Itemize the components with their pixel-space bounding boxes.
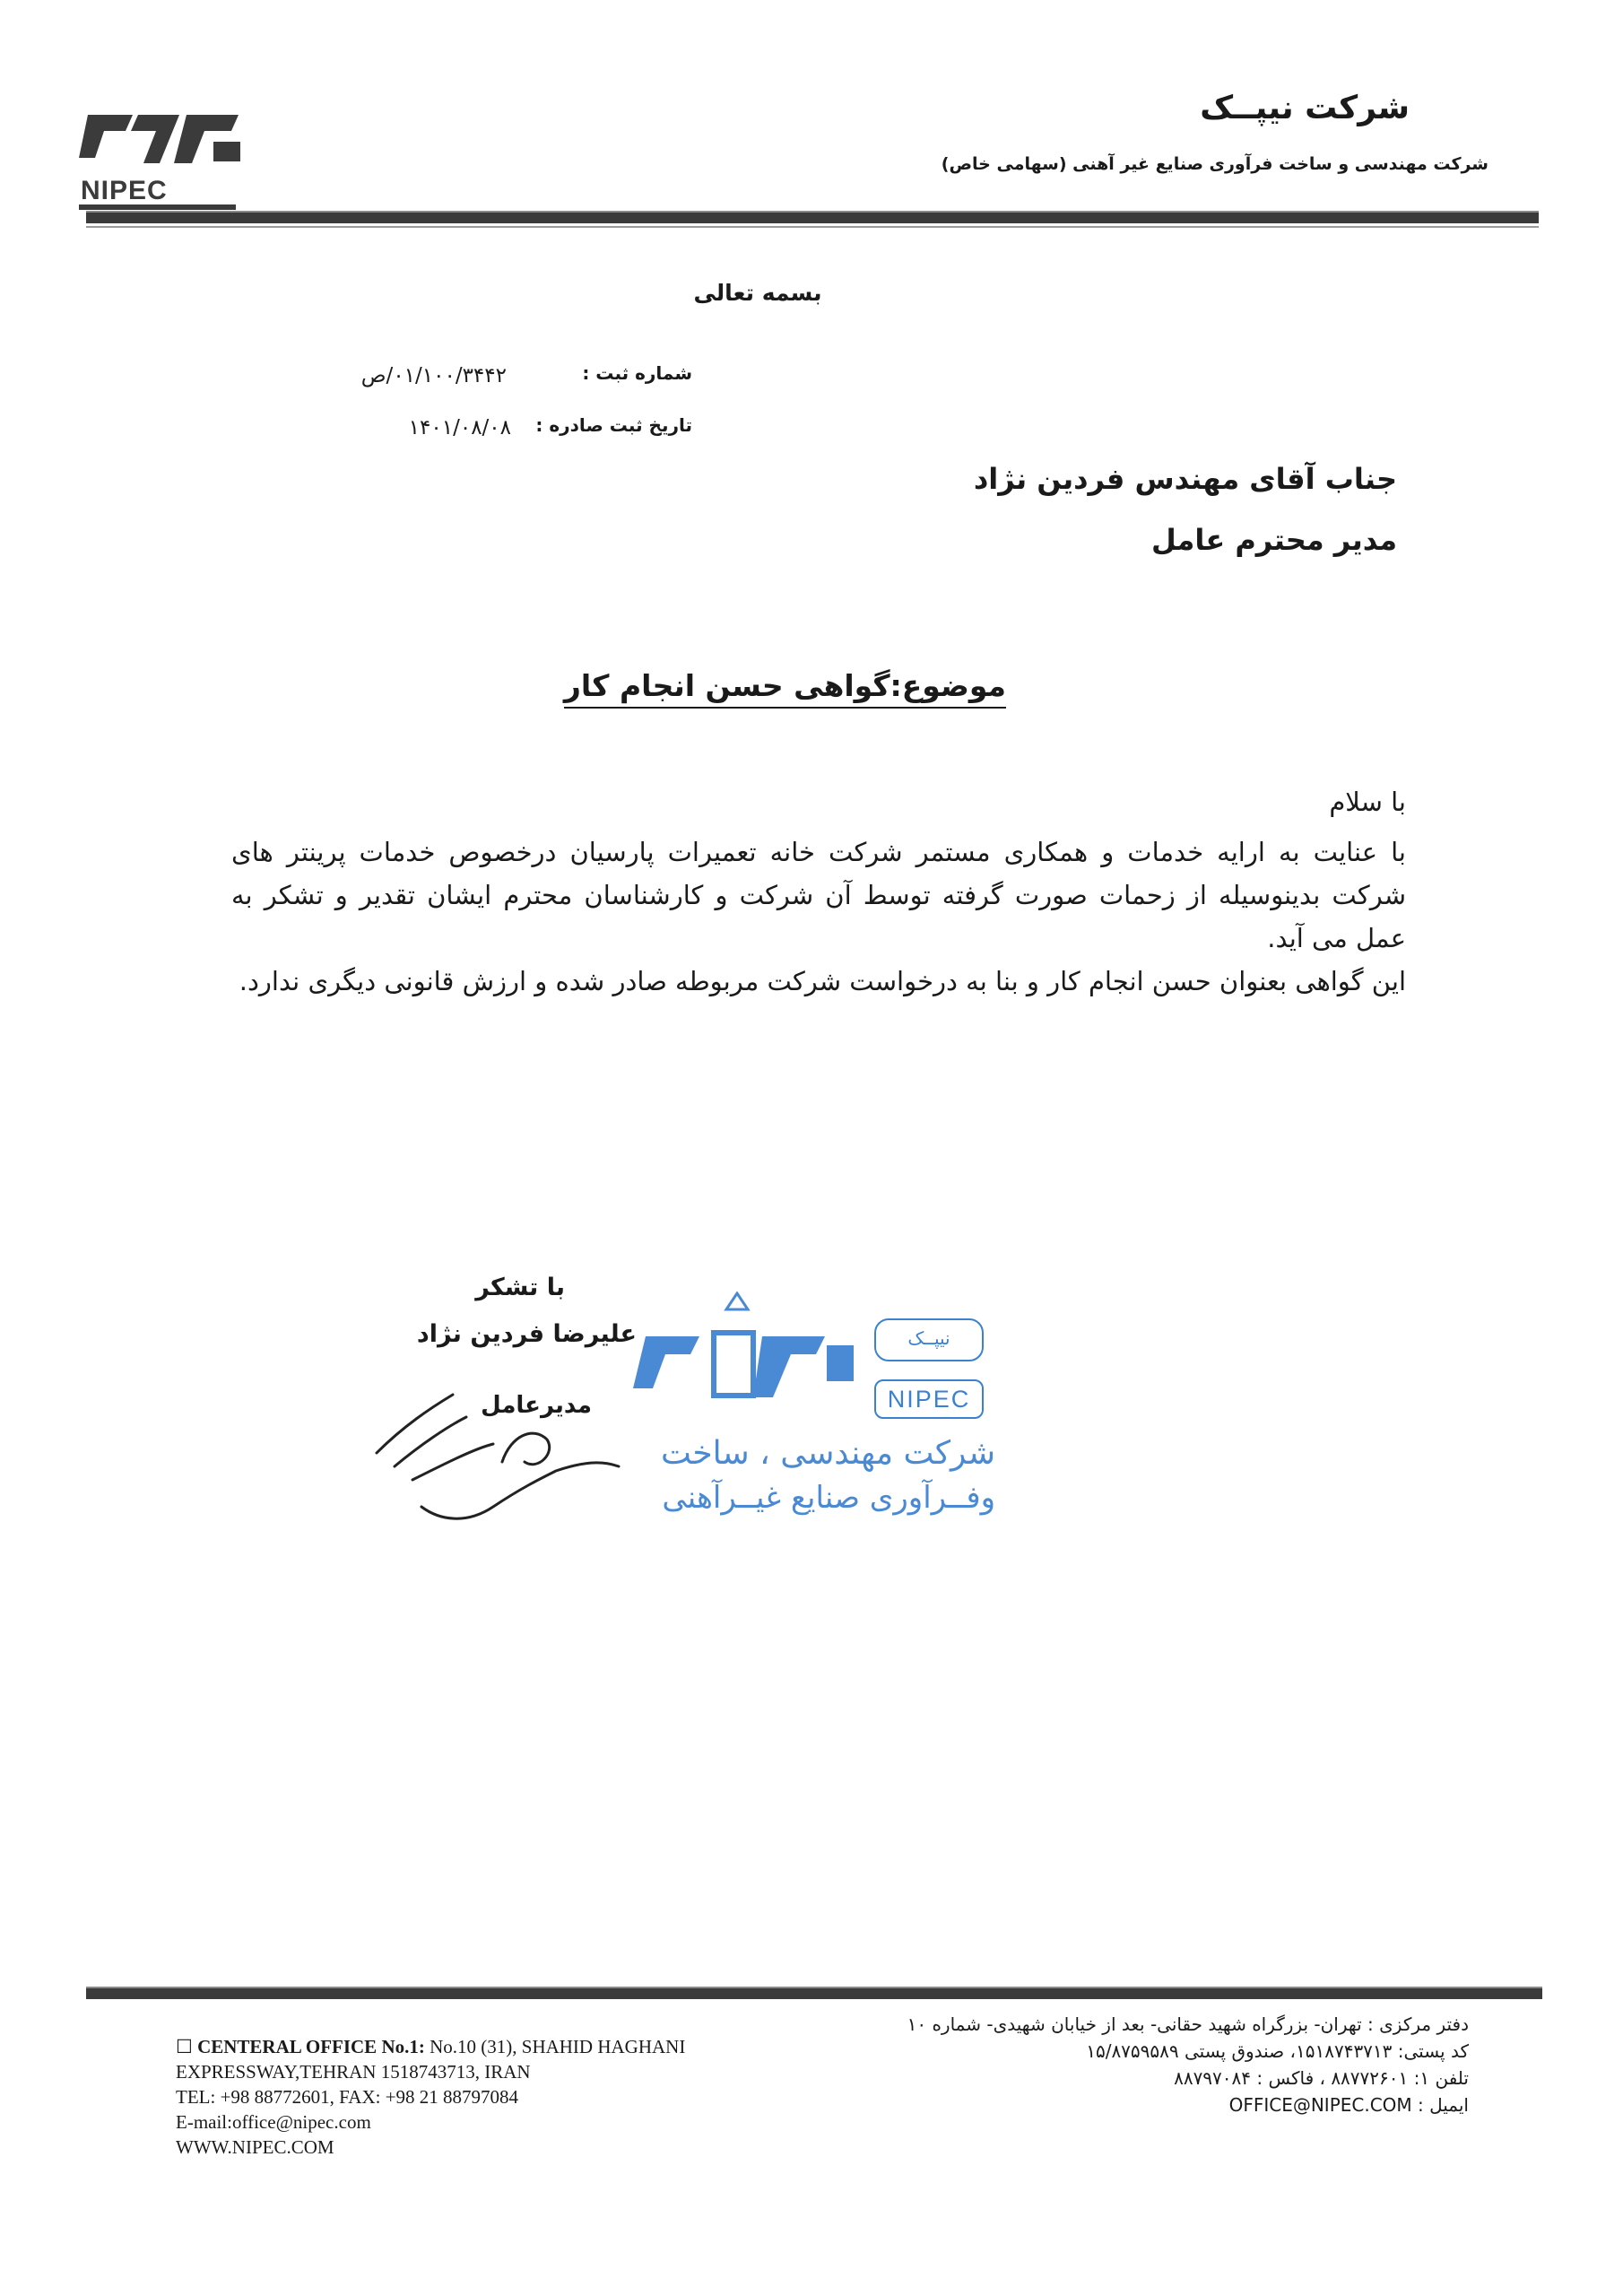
email: E-mail:office@nipec.com [176, 2111, 371, 2133]
checkbox-icon: ☐ [176, 2036, 198, 2057]
letter-body [231, 780, 1406, 1003]
logo-text: NIPEC [81, 176, 168, 205]
fa-address-line-1: دفتر مرکزی : تهران- بزرگراه شهید حقانی- بعد از خیابان شهیدی- شماره ۱۰ [907, 2013, 1469, 2035]
stamp-label-fa: نیپــک [874, 1318, 984, 1361]
company-subtitle: شرکت مهندسی و ساخت فرآوری صنایع غیر آهنی (سهامی خاص) [941, 154, 1488, 174]
footer-divider [86, 1987, 1542, 1999]
basmala: بسمه تعالی [693, 280, 822, 306]
address-line-1: No.10 (31), SHAHID HAGHANI [430, 2036, 686, 2057]
issue-date: ۱۴۰۱/۰۸/۰۸ [408, 416, 511, 439]
fa-address-line-3: تلفن ۱: ۸۸۷۷۲۶۰۱ ، فاکس : ۸۸۷۹۷۰۸۴ [1174, 2067, 1469, 2089]
address-line-2: EXPRESSWAY,TEHRAN 1518743713, IRAN [176, 2061, 531, 2083]
fa-address-line-4: ایمیل : OFFICE@NIPEC.COM [1228, 2094, 1469, 2116]
footer-english-address [176, 2034, 785, 2160]
greeting: با سلام [1329, 787, 1406, 817]
handwritten-signature [368, 1354, 655, 1534]
letter-subject: موضوع:گواهی حسن انجام کار [564, 668, 1006, 709]
recipient-name: جناب آقای مهندس فردین نژاد [973, 462, 1397, 496]
header-divider [86, 211, 1539, 223]
fa-address-line-2: کد پستی: ۱۵۱۸۷۴۳۷۱۳، صندوق پستی ۱۵/۸۷۵۹۵۸۹ [1086, 2040, 1469, 2062]
phone-fax: TEL: +98 88772601, FAX: +98 21 88797084 [176, 2086, 519, 2108]
closing: با تشکر [475, 1274, 565, 1301]
recipient-title: مدیر محترم عامل [1150, 523, 1397, 557]
stamp-text-line-2: وفــرآوری صنایع غیــرآهنی [662, 1480, 995, 1516]
signer-name: علیرضا فردین نژاد [416, 1320, 637, 1348]
registration-label: شماره ثبت : [582, 362, 692, 384]
stamp-text-line-1: شرکت مهندسی ، ساخت [660, 1435, 995, 1472]
header-divider-thin [86, 226, 1539, 228]
date-label: تاریخ ثبت صادره : [535, 414, 692, 436]
body-paragraph-1: با عنایت به ارایه خدمات و همکاری مستمر شرکت خانه تعمیرات پارسیان درخصوص خدمات پرینتر های شرکت بدینوسیله از زحمات صورت گرفته توسط آن شرکت و کارشناسان محترم ایشان تقدیر و تشکر به عمل می آید. [231, 837, 1406, 953]
registration-number: ۰۱/۱۰۰/۳۴۴۲/ص [360, 364, 507, 387]
website: WWW.NIPEC.COM [176, 2136, 334, 2158]
office-label: CENTERAL OFFICE No.1: [197, 2036, 425, 2057]
stamp-label-en: NIPEC [874, 1379, 984, 1419]
company-name: شرکت نیپــک [1200, 90, 1410, 126]
body-paragraph-2: این گواهی بعنوان حسن انجام کار و بنا به درخواست شرکت مربوطه صادر شده و ارزش قانونی دیگری ندارد. [239, 966, 1406, 996]
signer-title: مدیرعامل [481, 1392, 592, 1419]
footer-persian-address [841, 2011, 1469, 2118]
